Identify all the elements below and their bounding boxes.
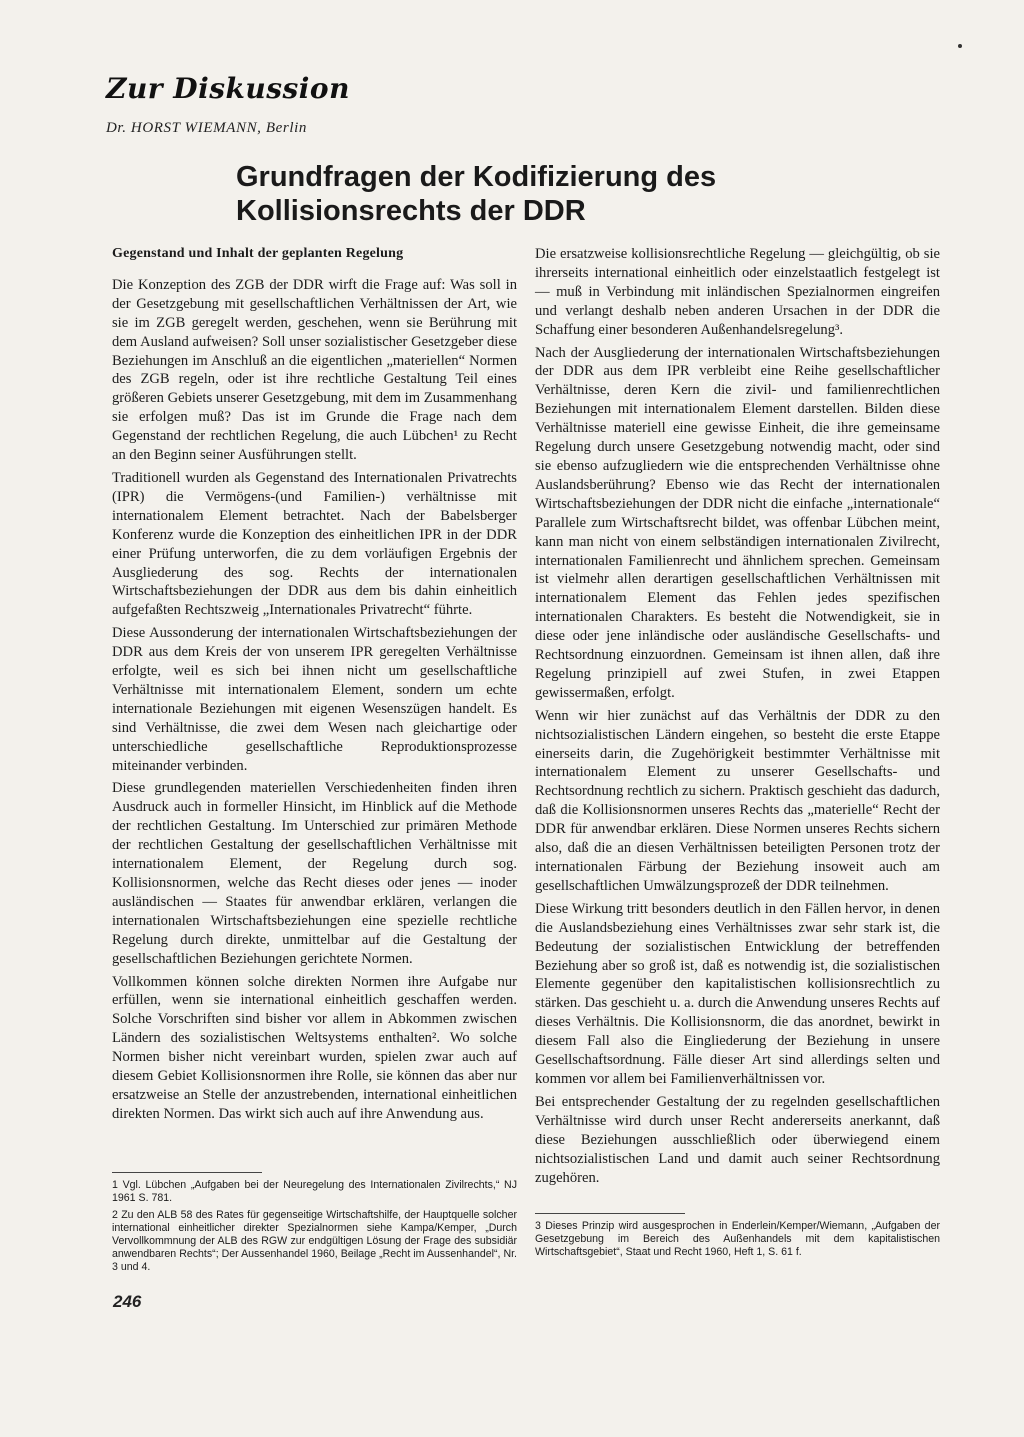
footnotes-left (112, 1172, 517, 1278)
footnote-rule (112, 1172, 262, 1173)
print-speck (958, 44, 962, 48)
left-column (112, 245, 517, 1128)
page-number: 246 (113, 1292, 142, 1311)
article-title: Grundfragen der Kodifizierung des Kollisionsrechts der DDR (236, 161, 717, 227)
paragraph: Wenn wir hier zunächst auf das Verhältnis der DDR zu den nichtsozialistischen Ländern eingehen, so besteht die erste Etappe einerseits darin, die Zugehörigkeit bestimmter Verhältnisse mit internationalem Element zu unserer Gesellschafts- und Rechtsordnung rechtlich zu sichern. Praktisch geschieht das dadurch, daß die Kollisionsnormen unseres Rechts das „materielle“ Recht der DDR für anwendbar erklären. Diese Normen unseres Rechts sichern also, daß die an diesen Verhältnissen beteiligten Personen trotz der internationalen Färbung der Beziehung insoweit auch am gesellschaftlichen Umwälzungsprozeß der DDR teilnehmen. (535, 707, 940, 894)
paragraph: Die ersatzweise kollisionsrechtliche Regelung — gleichgültig, ob sie ihrerseits international einheitlich oder einzelstaatlich festgelegt ist — muß in Verbindung mit inländischen Spezialnormen eingreifen und verlangt deshalb neben anderen Ursachen in der DDR die Schaffung einer besonderen Außenhandelsregelung³. (535, 246, 940, 338)
footnotes-right (535, 1213, 940, 1263)
footnote: 1 Vgl. Lübchen „Aufgaben bei der Neuregelung des Internationalen Zivilrechts,“ NJ 1961 S. 781. (112, 1179, 517, 1204)
paragraph: Diese grundlegenden materiellen Verschiedenheiten finden ihren Ausdruck auch in formeller Hinsicht, im Hinblick auf die Methode der rechtlichen Gestaltung. Im Unterschied zur primären Methode der rechtlichen Gestaltung der gesellschaftlichen Verhältnisse mit internationalem Element, der Regelung durch sog. Kollisionsnormen, welche das Recht dieses oder jenes — inoder ausländischen — Staates für anwendbar erklären, verlangen die internationalen Wirtschaftsbeziehungen eine spezielle rechtliche Regelung durch direkte, unmittelbar auf die Gestaltung der gesellschaftlichen Beziehungen gerichtete Normen. (112, 780, 517, 967)
paragraph: Vollkommen können solche direkten Normen ihre Aufgabe nur erfüllen, wenn sie international einheitlich geschaffen werden. Solche Vorschriften sind bisher vor allem in Abkommen zwischen Ländern des sozialistischen Weltsystems enthalten². Wo solche Normen bisher nicht vereinbart wurden, spielen zwar auch auf diesem Gebiet Kollisionsnormen ihre Rolle, sie können das aber nur ersatzweise an Stelle der anzustrebenden, international einheitlichen direkten Normen. Das wirkt sich auch auf ihre Anwendung aus. (112, 973, 517, 1122)
footnote: 3 Dieses Prinzip wird ausgesprochen in Enderlein/Kemper/Wiemann, „Aufgaben der Gesetzgebung im Bereich des Außenhandels mit dem kapitalistischen Wirtschaftsgebiet“, Staat und Recht 1960, Heft 1, S. 61 f. (535, 1220, 940, 1258)
section-label: Zur Diskussion (106, 72, 350, 105)
author-line: Dr. HORST WIEMANN, Berlin (106, 120, 307, 136)
subheading: Gegenstand und Inhalt der geplanten Regelung (112, 246, 404, 261)
paragraph: Diese Wirkung tritt besonders deutlich in den Fällen hervor, in denen die Auslandsbeziehung eines Verhältnisses zwar sehr stark ist, die Bedeutung der sozialistischen Entwicklung der betreffenden Beziehung aber so groß ist, daß es notwendig ist, die sozialistischen Elemente gegenüber den kapitalistischen kollisionsrechtlich zu stärken. Das geschieht u. a. durch die Anwendung unseres Rechts auf dieses Verhältnis. Die Kollisionsnorm, die das anordnet, bewirkt in diesem Fall also die Eingliederung der Beziehung in unsere Gesellschaftsordnung. Fälle dieser Art sind allerdings selten und kommen vor allem bei Familienverhältnissen vor. (535, 900, 940, 1087)
paragraph: Diese Aussonderung der internationalen Wirtschaftsbeziehungen der DDR aus dem Kreis der von unserem IPR geregelten Verhältnisse erfolgte, weil es sich bei ihnen nicht um gesellschaftliche Verhältnisse mit internationalem Element, sondern um echte internationale Beziehungen mit eigenen Wesenszügen handelt. Es sind Verhältnisse, die zwei dem Wesen nach gleichartige oder unterschiedliche gesellschaftliche Reproduktionsprozesse miteinander verbinden. (112, 625, 517, 774)
right-column (535, 245, 940, 1191)
paragraph: Nach der Ausgliederung der internationalen Wirtschaftsbeziehungen der DDR aus dem IPR verbleibt eine Reihe gesellschaftlicher Verhältnisse, deren Kern die zivil- und familienrechtlichen Beziehungen mit internationalem Element darstellen. Bilden diese Verhältnisse materiell eine gewisse Einheit, die ihre gemeinsame Regelung durch unsere Gesetzgebung notwendig macht, oder sind sie ebenso aufzugliedern wie die entsprechenden Verhältnisse ohne Auslandsberührung? Ebenso wie das Recht der internationalen Wirtschaftsbeziehungen der DDR nicht die einfache „internationale“ Parallele zum Wirtschaftsrecht bildet, was offenbar Lübchen meint, kann man nicht von einem selbständigen internationalen Zivilrecht, internationalen Familienrecht und ähnlichem sprechen. Gemeinsam ist vielmehr allen derartigen gesellschaftlichen Verhältnissen mit internationalem Element das Fehlen jedes spezifischen internationalen Charakters. Es besteht die Notwendigkeit, sie in diese oder jene inländische oder ausländische Gesellschafts- und Rechtsordnung einzuordnen. Gemeinsam ist ihnen allen, daß ihre Regelung prinzipiell auf zwei Stufen, in zwei Etappen gewissermaßen, erfolgt. (535, 344, 940, 701)
paragraph: Traditionell wurden als Gegenstand des Internationalen Privatrechts (IPR) die Vermögens-(und Familien-) verhältnisse mit internationalem Element betrachtet. Nach der Babelsberger Konferenz wurde die Konzeption des einheitlichen IPR in der DDR einer Prüfung unterworfen, die zu dem vorläufigen Ergebnis der Ausgliederung des sog. Rechts der internationalen Wirtschaftsbeziehungen der DDR aus dem bis dahin einheitlich aufgefaßten Rechtszweig „Internationales Privatrecht“ führte. (112, 469, 517, 619)
footnote-rule (535, 1213, 685, 1214)
paragraph: Bei entsprechender Gestaltung der zu regelnden gesellschaftlichen Verhältnisse wird durch unser Recht andererseits anerkannt, daß diese Beziehungen ausschließlich oder überwiegend einem nichtsozialistischen Land und damit auch seiner Rechtsordnung zugehören. (535, 1093, 940, 1186)
paragraph: Die Konzeption des ZGB der DDR wirft die Frage auf: Was soll in der Gesetzgebung mit gesellschaftlichen Verhältnissen der Art, wie sie im ZGB geregelt werden, geschehen, wenn sie Berührung mit dem Ausland aufweisen? Soll unser sozialistischer Gesetzgeber diese Beziehungen im Anschluß an die eigentlichen „materiellen“ Normen des ZGB regeln, oder ist ihre rechtliche Gestaltung Teil eines größeren Gebiets unserer Gesetzgebung, mit dem im Zusammenhang sie erfolgen muß? Das ist im Grunde die Frage nach dem Gegenstand der rechtlichen Regelung, die auch Lübchen¹ zu Recht an den Beginn seiner Ausführungen stellt. (112, 276, 517, 464)
footnote: 2 Zu den ALB 58 des Rates für gegenseitige Wirtschaftshilfe, der Hauptquelle solcher international einheitlicher direkter Spezialnormen siehe Kampa/Kemper, „Durch Vervollkommnung der ALB des RGW zur endgültigen Lösung der Frage des subsidiär anwendbaren Rechts“; Der Aussenhandel 1960, Beilage „Recht im Aussenhandel“, Nr. 3 und 4. (112, 1209, 517, 1273)
